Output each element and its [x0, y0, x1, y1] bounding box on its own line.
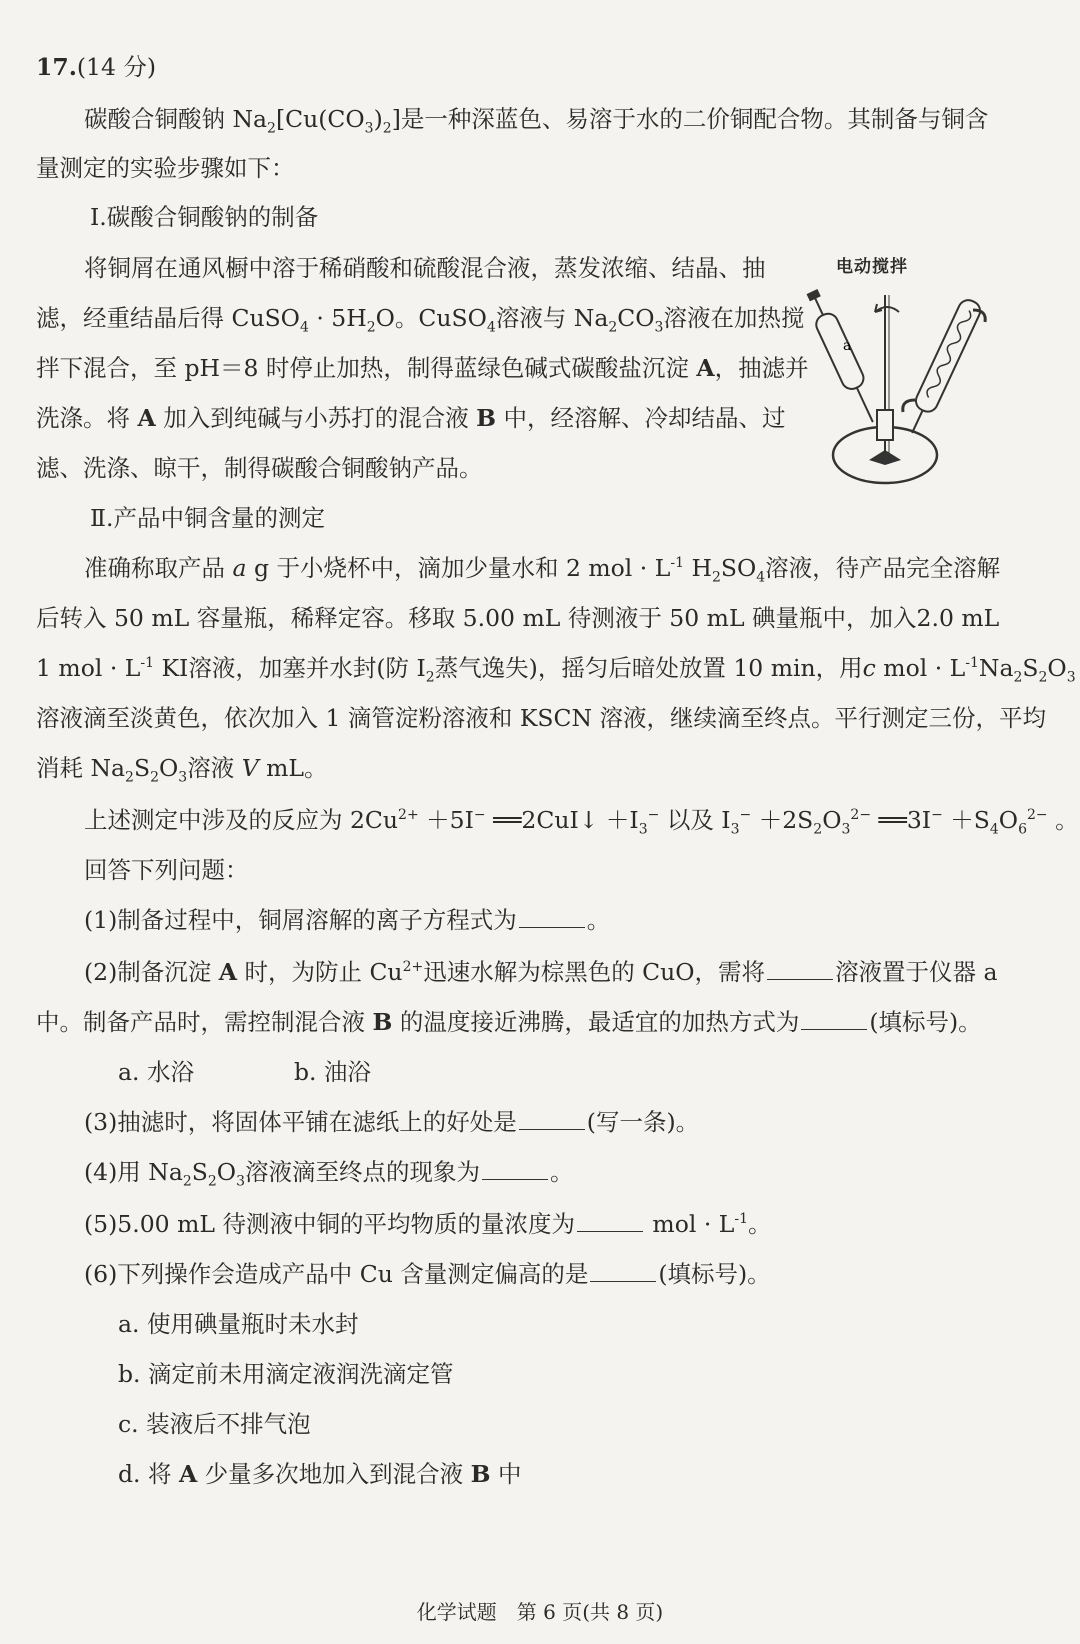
- sec2-line-2: 后转入 50 mL 容量瓶，稀释定容。移取 5.00 mL 待测液于 50 mL 碘量瓶中，加入2.0 mL: [36, 604, 1000, 632]
- text: 中: [490, 1460, 522, 1488]
- text: ): [373, 105, 383, 133]
- sup: 2−: [1027, 807, 1048, 824]
- text: (6)下列操作会造成产品中 Cu 含量测定偏高的是: [84, 1260, 589, 1288]
- sub: 3: [638, 821, 648, 838]
- answer-blank[interactable]: [482, 1159, 548, 1180]
- text: ══3I: [871, 806, 932, 834]
- text: H: [683, 554, 712, 582]
- var-a: a: [232, 554, 247, 582]
- text: 溶液在加热搅: [663, 304, 805, 332]
- text: O: [998, 806, 1019, 834]
- text: KI溶液，加塞并水封(防 I: [154, 654, 426, 682]
- page-footer: 化学试题 第 6 页(共 8 页): [416, 1600, 664, 1624]
- text: 消耗 Na: [36, 754, 126, 782]
- sup: 2−: [850, 807, 872, 824]
- text: 拌下混合，至 pH＝8 时停止加热，制得蓝绿色碱式碳酸盐沉淀: [36, 354, 697, 382]
- sup: -1: [965, 655, 979, 672]
- section-1-title: Ⅰ.碳酸合铜酸钠的制备: [90, 203, 319, 231]
- text: 。: [748, 1210, 772, 1238]
- sec2-line-4: 溶液滴至淡黄色，依次加入 1 滴管淀粉溶液和 KSCN 溶液，继续滴至终点。平行测定三份，平均: [36, 704, 1047, 732]
- sup: −: [647, 807, 660, 824]
- text: 溶液置于仪器 a: [835, 958, 998, 986]
- answer-blank[interactable]: [519, 1109, 585, 1130]
- sup: 2+: [398, 807, 419, 824]
- text: g 于小烧杯中，滴加少量水和 2 mol · L: [246, 554, 671, 582]
- sub: 4: [989, 821, 999, 838]
- text: ]是一种深蓝色、易溶于水的二价铜配合物。其制备与铜含: [391, 105, 989, 133]
- answer-blank[interactable]: [767, 959, 833, 980]
- text: 加入到纯碱与小苏打的混合液: [155, 404, 477, 432]
- text: (3)抽滤时，将固体平铺在滤纸上的好处是: [84, 1108, 517, 1136]
- option-a: a. 水浴: [118, 1058, 194, 1086]
- text: O: [822, 806, 842, 834]
- question-score: (14 分): [76, 53, 157, 81]
- label-B: B: [476, 404, 497, 432]
- text: mol · L: [875, 654, 966, 682]
- reaction-line: [84, 805, 1080, 838]
- text: d. 将: [118, 1460, 179, 1488]
- text: CO: [617, 304, 655, 332]
- label-A: A: [178, 1460, 198, 1488]
- var-c: c: [862, 654, 876, 682]
- text: 时，为防止 Cu: [237, 958, 403, 986]
- text: O: [159, 754, 179, 782]
- text: 中。制备产品时，需控制混合液: [36, 1008, 373, 1036]
- text: 。: [550, 1158, 574, 1186]
- text: 少量多次地加入到混合液: [197, 1460, 471, 1488]
- text: (填标号)。: [658, 1260, 771, 1288]
- label-A: A: [218, 958, 237, 986]
- section-2-title: Ⅱ.产品中铜含量的测定: [90, 504, 325, 532]
- text: S: [1022, 654, 1039, 682]
- sub: 2: [382, 120, 392, 137]
- sup: -1: [140, 655, 155, 672]
- question-5: [84, 1209, 1080, 1239]
- sub: 4: [299, 319, 309, 336]
- text: 碳酸合铜酸钠 Na: [84, 105, 268, 133]
- text: 蒸气逸失)，摇匀后暗处放置 10 min，用: [434, 654, 863, 682]
- text: 以及 I: [659, 806, 731, 834]
- sub: 2: [182, 1173, 192, 1190]
- intro-line-2: 量测定的实验步骤如下：: [36, 154, 295, 182]
- label-A: A: [696, 354, 715, 382]
- sup: −: [931, 807, 943, 824]
- question-number: 17.: [36, 53, 77, 81]
- question-4: [84, 1157, 1080, 1190]
- sub: 2: [711, 569, 721, 586]
- sub: 2: [1038, 669, 1048, 686]
- sup: 2+: [402, 959, 424, 976]
- sub: 2: [366, 319, 376, 336]
- text: 的温度接近沸腾，最适宜的加热方式为: [392, 1008, 800, 1036]
- answer-prompt: 回答下列问题：: [84, 856, 249, 884]
- sec1-line-3: [36, 353, 809, 383]
- sup: −: [739, 807, 752, 824]
- text: S: [191, 1158, 208, 1186]
- text: mL。: [258, 754, 328, 782]
- text: Na: [978, 654, 1014, 682]
- text: (4)用 Na: [84, 1158, 183, 1186]
- sec2-line-3: [36, 653, 1076, 686]
- sub: 3: [364, 120, 374, 137]
- text: 上述测定中涉及的反应为 2Cu: [84, 806, 399, 834]
- sec1-line-5: 滤、洗涤、晾干，制得碳酸合铜酸钠产品。: [36, 454, 483, 482]
- question-6: [84, 1259, 1080, 1289]
- text: 。: [586, 906, 611, 934]
- text: O: [216, 1158, 237, 1186]
- sub: 2: [207, 1173, 217, 1190]
- sec1-line-1: 将铜屑在通风橱中溶于稀硝酸和硫酸混合液，蒸发浓缩、结晶、抽: [84, 254, 766, 282]
- text: 洗涤。将: [36, 404, 138, 432]
- text: ＋2S: [751, 806, 814, 834]
- text: ＋S: [942, 806, 990, 834]
- text: (1)制备过程中，铜屑溶解的离子方程式为: [84, 906, 517, 934]
- label-a: a: [843, 338, 852, 354]
- option-b: b. 油浴: [293, 1058, 371, 1086]
- text: [Cu(CO: [275, 105, 365, 133]
- text: 溶液: [187, 754, 242, 782]
- question-1: [84, 905, 1080, 935]
- question-2-options: [118, 1057, 1080, 1087]
- text: ，抽滤并: [714, 354, 809, 382]
- label-B: B: [470, 1460, 491, 1488]
- figure-caption: 电动搅拌: [836, 257, 908, 277]
- sup: -1: [670, 555, 684, 572]
- sub: 4: [486, 319, 496, 336]
- text: ══2CuI↓ ＋I: [485, 806, 639, 834]
- text: 溶液与 Na: [495, 304, 609, 332]
- text: 迅速水解为棕黑色的 CuO，需将: [423, 958, 766, 986]
- sub: 3: [178, 769, 188, 786]
- sub: 3: [236, 1173, 245, 1190]
- text: O。CuSO: [375, 304, 487, 332]
- text: ＋5I: [418, 806, 474, 834]
- sub: 2: [813, 821, 823, 838]
- sec2-line-1: [84, 553, 1080, 586]
- text: S: [133, 754, 151, 782]
- text: (2)制备沉淀: [84, 958, 219, 986]
- text: 中，经溶解、冷却结晶、过: [496, 404, 786, 432]
- text: 。: [1047, 806, 1079, 834]
- sub: 3: [1066, 669, 1076, 686]
- text: O: [1047, 654, 1067, 682]
- var-V: V: [241, 754, 259, 782]
- sub: 2: [1013, 669, 1023, 686]
- sub: 3: [654, 319, 664, 336]
- question-header: [36, 52, 1046, 82]
- option-c: c. 装液后不排气泡: [118, 1410, 311, 1438]
- text: (写一条)。: [586, 1108, 700, 1136]
- sec2-line-5: [36, 753, 1046, 786]
- text: 1 mol · L: [36, 654, 141, 682]
- sec1-line-2: [36, 303, 805, 336]
- sup: -1: [734, 1211, 749, 1228]
- label-B: B: [372, 1008, 393, 1036]
- question-2-line-2: [36, 1007, 1046, 1037]
- text: (5)5.00 mL 待测液中铜的平均物质的量浓度为: [84, 1210, 575, 1238]
- sub: 3: [730, 821, 740, 838]
- text: 准确称取产品: [84, 554, 233, 582]
- question-3: [84, 1107, 1080, 1137]
- answer-blank[interactable]: [577, 1211, 643, 1232]
- intro-line-1: [84, 104, 1080, 137]
- sub: 2: [150, 769, 159, 786]
- option-d: [118, 1459, 1080, 1489]
- sub: 2: [125, 769, 134, 786]
- text: mol · L: [644, 1210, 735, 1238]
- text: SO: [720, 554, 757, 582]
- answer-blank[interactable]: [590, 1261, 656, 1282]
- sub: 6: [1018, 821, 1027, 838]
- text: (填标号)。: [869, 1008, 982, 1036]
- text: 溶液，待产品完全溶解: [765, 554, 1001, 582]
- sub: 4: [756, 569, 766, 586]
- text: 滤，经重结晶后得 CuSO: [36, 304, 300, 332]
- label-A: A: [137, 404, 156, 432]
- sub: 2: [267, 120, 276, 137]
- text: · 5H: [308, 304, 367, 332]
- sup: −: [473, 807, 486, 824]
- answer-blank[interactable]: [801, 1009, 867, 1030]
- question-2-line-1: [84, 957, 1080, 987]
- sub: 2: [425, 669, 435, 686]
- text: 溶液滴至终点的现象为: [245, 1158, 480, 1186]
- option-a: a. 使用碘量瓶时未水封: [118, 1310, 359, 1338]
- sub: 2: [608, 319, 618, 336]
- option-b: b. 滴定前未用滴定液润洗滴定管: [118, 1360, 454, 1388]
- sec1-line-4: [36, 403, 786, 433]
- answer-blank[interactable]: [519, 907, 585, 928]
- sub: 3: [841, 821, 851, 838]
- apparatus-figure: [805, 250, 1005, 490]
